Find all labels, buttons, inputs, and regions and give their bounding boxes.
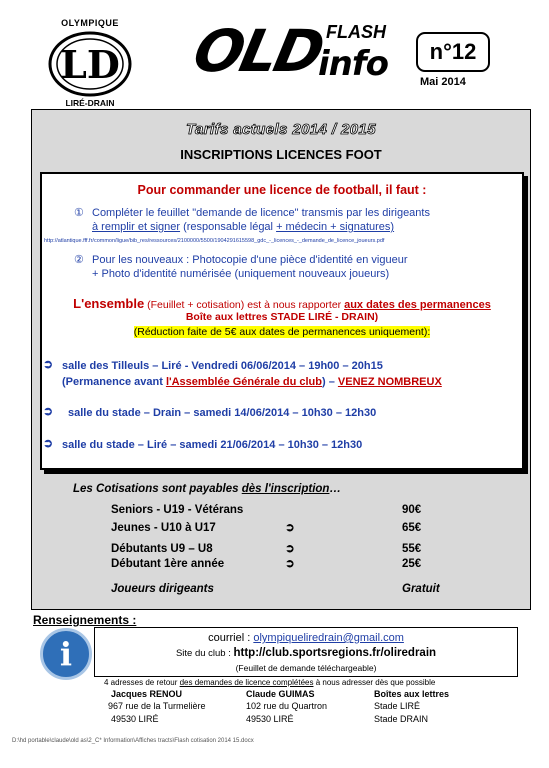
file-path-footer: D:\hd portable\claude\old as\2_C* Information\Affiches tracts\Flash cotisation 2014 15.docx	[12, 738, 254, 744]
step1-legal: (responsable légal	[180, 221, 277, 233]
site-line	[94, 647, 518, 659]
session-1-note-a: (Permanence avant	[62, 376, 166, 388]
ensemble-line	[40, 296, 524, 311]
ensemble-word: L'ensemble	[73, 296, 145, 311]
return-b: des demandes de licence complétées	[179, 678, 314, 687]
email-link[interactable]: olympiqueliredrain@gmail.com	[253, 632, 404, 644]
contact-city: Stade DRAIN	[374, 714, 429, 724]
contact-city: 49530 LIRÉ	[246, 714, 294, 724]
fee-price: 65€	[402, 522, 422, 534]
email-label: courriel :	[208, 632, 254, 644]
site-note: (Feuillet de demande téléchargeable)	[235, 663, 377, 673]
session-1-agm: l'Assemblée Générale du club	[165, 376, 322, 388]
issue-date: Mai 2014	[420, 76, 466, 88]
reduction-text: (Réduction faite de 5€ aux dates de permanences uniquement)	[133, 326, 428, 338]
email-line	[94, 632, 518, 644]
arrow-right-icon: ➲	[43, 436, 54, 450]
inscriptions-subtitle: INSCRIPTIONS LICENCES FOOT	[180, 147, 382, 162]
step2-line2: + Photo d'identité numérisée (uniquement nouveaux joueurs)	[92, 268, 390, 280]
step2-line1: Pour les nouveaux : Photocopie d'une pièce d'identité en vigueur	[92, 254, 408, 266]
fee-label: Jeunes - U10 à U17	[111, 522, 216, 534]
licence-form-link[interactable]: http://atlantique.fff.fr/common/ligue/bib_res/ressources/2100000/5500/1904291615598_gdc_-_licences_-_demande_de_licence_joueurs.pdf	[44, 238, 385, 244]
cotisations-heading-b: dès l'inscription	[241, 483, 330, 495]
session-1-note	[62, 376, 442, 388]
cotisations-heading-c: …	[329, 483, 341, 495]
title-old: OLD	[187, 17, 328, 85]
contact-city: 49530 LIRÉ	[111, 714, 159, 724]
step1-line1: Compléter le feuillet "demande de licence" transmis par les dirigeants	[92, 207, 430, 219]
arrow-right-icon: ➲	[285, 543, 295, 555]
logo-bottom-text: LIRÉ-DRAIN	[65, 98, 115, 108]
fee-label: Joueurs dirigeants	[111, 583, 214, 595]
session-1-call: VENEZ NOMBREUX	[337, 376, 442, 388]
fee-label: Débutants U9 – U8	[111, 543, 213, 555]
contact-address: 102 rue du Quartron	[246, 701, 328, 711]
reduction-colon: :	[427, 326, 431, 338]
club-logo	[40, 18, 140, 108]
title-info: info	[318, 44, 389, 84]
contact-name: Jacques RENOU	[111, 689, 183, 699]
contact-name: Claude GUIMAS	[246, 689, 315, 699]
return-line	[104, 678, 435, 687]
logo-letters: LD	[60, 42, 120, 87]
renseignements-title: Renseignements :	[33, 613, 137, 627]
fee-price: 55€	[402, 543, 422, 555]
arrow-right-icon: ➲	[43, 404, 54, 418]
step1-fill-sign: à remplir et signer	[92, 221, 181, 233]
title-flash: FLASH	[326, 22, 386, 42]
step1-medical: + médecin + signatures)	[276, 221, 395, 233]
arrow-right-icon: ➲	[43, 357, 54, 371]
mailbox-line: Boîte aux lettres STADE LIRÉ - DRAIN)	[185, 311, 379, 323]
fee-label: Seniors - U19 - Vétérans	[111, 504, 244, 516]
ensemble-dates: aux dates des permanences	[344, 299, 491, 311]
reduction-line	[40, 326, 524, 338]
fee-price: Gratuit	[402, 583, 440, 595]
return-a: 4 adresses de retour	[104, 678, 180, 687]
fee-price: 90€	[402, 504, 422, 516]
step1-line2	[92, 221, 394, 233]
ensemble-text: (Feuillet + cotisation) est à nous rapporter	[144, 299, 345, 311]
arrow-right-icon: ➲	[285, 558, 295, 570]
contact-name: Boîtes aux lettres	[374, 689, 450, 699]
return-c: à nous adresser dès que possible	[313, 678, 436, 687]
issue-number: n°12	[416, 32, 490, 72]
tarifs-title: Tarifs actuels 2014 / 2015	[186, 121, 376, 138]
site-label: Site du club :	[175, 648, 234, 659]
arrow-right-icon: ➲	[285, 522, 295, 534]
logo-top-text: OLYMPIQUE	[61, 18, 119, 28]
cotisations-heading	[73, 483, 341, 495]
contact-address: 967 rue de la Turmelière	[108, 701, 206, 711]
session-2: salle du stade – Drain – samedi 14/06/2014 – 10h30 – 12h30	[68, 407, 377, 419]
contact-address: Stade LIRÉ	[374, 701, 421, 711]
fee-label: Débutant 1ère année	[111, 558, 225, 570]
info-icon: i	[40, 628, 92, 680]
session-3: salle du stade – Liré – samedi 21/06/2014 – 10h30 – 12h30	[62, 439, 363, 451]
order-heading: Pour commander une licence de football, il faut :	[137, 183, 427, 197]
session-1-note-c: ) –	[322, 376, 338, 388]
logo-emblem-icon	[40, 18, 140, 108]
step1-number: ①	[74, 207, 84, 219]
step2-number: ②	[74, 254, 84, 266]
site-link[interactable]: http://club.sportsregions.fr/oliredrain	[233, 647, 437, 659]
session-1: salle des Tilleuls – Liré - Vendredi 06/06/2014 – 19h00 – 20h15	[62, 360, 383, 372]
fee-price: 25€	[402, 558, 422, 570]
cotisations-heading-a: Les Cotisations sont payables	[73, 483, 242, 495]
